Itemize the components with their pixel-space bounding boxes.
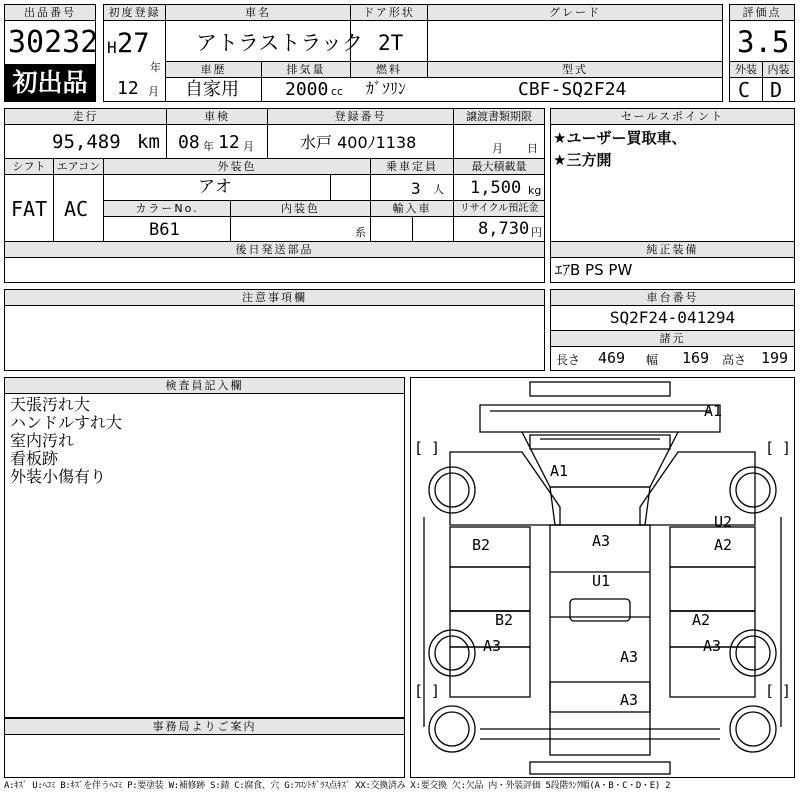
inspector-label: 検査員記入欄	[4, 377, 405, 394]
chassis-number: SQ2F24-041294	[609, 308, 736, 327]
later-parts-label: 後日発送部品	[4, 241, 545, 258]
inspector-line-1: 天張汚れ大	[10, 395, 91, 414]
reg-year: 27	[117, 28, 150, 59]
lot-number: 30232	[8, 25, 99, 60]
equipment-label: 純正装備	[550, 241, 795, 258]
first-listing-text: 初出品	[12, 68, 88, 97]
mark-bed-rear: A3	[620, 691, 639, 709]
inspection-label: 車検	[166, 108, 268, 125]
bracket-open-4: [	[765, 682, 775, 700]
notes-label: 注意事項欄	[4, 289, 545, 306]
bracket-open-1: [	[414, 439, 424, 457]
mark-front-bumper: A1	[704, 402, 723, 420]
chassis-label: 車台番号	[550, 289, 795, 306]
bracket-open-2: [	[765, 439, 775, 457]
transfer-label: 譲渡書類期限	[453, 108, 545, 125]
reg-year-unit: 年	[150, 61, 161, 74]
sales-points-label: セールスポイント	[550, 108, 795, 125]
mark-bed-center: A3	[620, 648, 639, 666]
type-value: CBF-SQ2F24	[518, 79, 627, 100]
mark-right-upper: U2	[714, 513, 733, 531]
plate-label: 登録番号	[267, 108, 454, 125]
exterior-grade-label: 外装	[729, 61, 763, 78]
door-value: 2T	[378, 31, 404, 55]
max-load-unit: kg	[528, 184, 542, 197]
transfer-day-unit: 日	[527, 142, 538, 155]
bracket-close-2: ]	[782, 439, 792, 457]
mileage-unit: km	[137, 131, 160, 153]
interior-color-unit: 系	[355, 226, 366, 239]
displacement-unit: cc	[331, 85, 344, 98]
width-label: 幅	[646, 353, 659, 367]
reg-month: 12	[117, 78, 139, 99]
sales-point-2: ★三方開	[553, 151, 612, 169]
details-box	[4, 108, 545, 242]
lot-label: 出品番号	[4, 4, 96, 21]
height-label: 高さ	[722, 353, 747, 367]
max-load-value: 1,500	[470, 178, 522, 198]
plate-value: 水戸 400ﾉ1138	[300, 133, 417, 152]
mark-left-door: B2	[472, 536, 491, 554]
exterior-grade: C	[738, 78, 751, 102]
inspector-line-5: 外装小傷有り	[10, 467, 107, 486]
inspector-line-4: 看板跡	[10, 449, 59, 468]
mark-bed-front: U1	[592, 572, 611, 590]
mark-cab-center: A3	[592, 532, 611, 550]
ac-value: AC	[64, 197, 89, 221]
history-label: 車歴	[165, 61, 262, 78]
mileage-label: 走行	[4, 108, 167, 125]
mileage-value: 95,489	[52, 131, 121, 153]
dims-label: 諸元	[550, 330, 795, 347]
inspection-month: 12	[218, 132, 240, 153]
exterior-color-label: 外装色	[103, 158, 371, 175]
color-no-label: カラーNo.	[103, 200, 231, 217]
recycle-value: 8,730	[478, 219, 530, 239]
length-label: 長さ	[556, 353, 581, 367]
reg-month-unit: 月	[148, 85, 159, 98]
height-value: 199	[761, 349, 789, 367]
door-label: ドア形状	[350, 4, 428, 21]
sales-point-1: ★ユーザー買取車、	[553, 129, 687, 147]
bracket-close-1: ]	[431, 439, 441, 457]
inspection-month-unit: 月	[243, 140, 254, 153]
shift-value: FAT	[11, 197, 48, 221]
transfer-month-unit: 月	[492, 142, 503, 155]
color-no-value: B61	[149, 220, 180, 240]
mark-left-bed: B2	[495, 611, 514, 629]
grade-label: グレード	[427, 4, 723, 21]
equipment-value: ｴｱB PS PW	[555, 261, 633, 279]
interior-grade-label: 内装	[762, 61, 795, 78]
mark-right-door: A2	[714, 536, 733, 554]
history-value: 自家用	[185, 79, 239, 100]
max-load-label: 最大積載量	[453, 158, 545, 175]
ac-label: エアコン	[53, 158, 104, 175]
model-name: アトラストラック	[196, 31, 363, 55]
shift-label: シフト	[4, 158, 54, 175]
interior-grade: D	[770, 78, 783, 102]
score-value: 3.5	[737, 25, 790, 59]
displacement-label: 排気量	[261, 61, 351, 78]
era: H	[107, 38, 117, 57]
score-label: 評価点	[729, 4, 795, 21]
capacity-unit: 人	[433, 183, 444, 196]
bracket-close-4: ]	[782, 682, 792, 700]
capacity-label: 乗車定員	[370, 158, 454, 175]
length-value: 469	[598, 349, 626, 367]
inspection-year-unit: 年	[203, 140, 214, 153]
capacity-value: 3	[411, 179, 421, 198]
inspection-year: 08	[178, 132, 200, 153]
recycle-unit: 円	[531, 226, 542, 239]
bracket-close-3: ]	[431, 682, 441, 700]
recycle-label: リサイクル預託金	[453, 200, 545, 217]
mark-hood: A1	[550, 462, 569, 480]
mark-left-rear: A3	[483, 637, 502, 655]
legend-text: A:ｷｽﾞ U:ﾍｺﾐ B:ｷｽﾞを伴うﾍｺﾐ P:要塗装 W:補修跡 S:錆 C:腐食、穴 G:ﾌﾛﾝﾄｶﾞﾗｽ点ｷｽﾞ XX:交換済み X:要交換 欠:欠品 内・外装評価 5段階ﾗﾝｸ順(A・B・C・D・E) 2	[4, 781, 671, 791]
interior-color-label: 内装色	[230, 200, 371, 217]
inspector-line-3: 室内汚れ	[10, 431, 75, 450]
bracket-open-3: [	[414, 682, 424, 700]
exterior-color-value: アオ	[198, 177, 232, 197]
mark-right-rear: A3	[703, 637, 722, 655]
inspector-line-2: ハンドルすれ大	[10, 413, 123, 432]
fuel-value: ｶﾞｿﾘﾝ	[366, 79, 407, 98]
office-label: 事務局よりご案内	[4, 718, 405, 735]
displacement-value: 2000	[285, 79, 329, 100]
fuel-label: 燃料	[350, 61, 428, 78]
mark-right-bed: A2	[692, 611, 711, 629]
type-label: 型式	[427, 61, 723, 78]
width-value: 169	[682, 349, 710, 367]
first-reg-label: 初度登録	[103, 4, 166, 21]
model-name-label: 車名	[165, 4, 351, 21]
import-label: 輸入車	[370, 200, 454, 217]
